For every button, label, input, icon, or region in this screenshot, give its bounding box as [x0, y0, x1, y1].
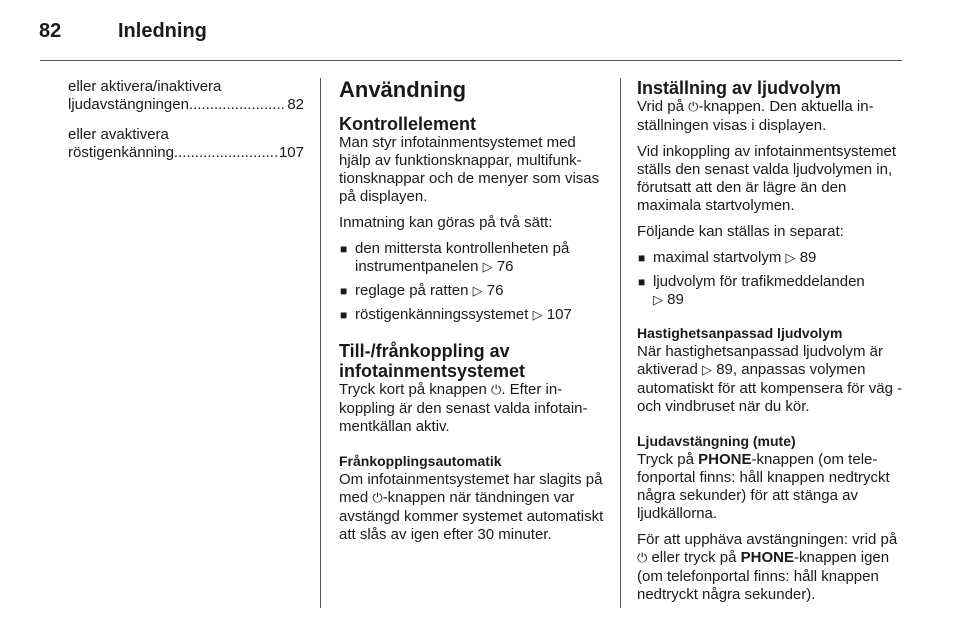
mute-p1	[637, 451, 905, 523]
list-item-text: den mittersta kontrollenheten på instrumentpanelen	[355, 240, 570, 275]
mute-p2	[637, 531, 905, 604]
input-methods-list	[339, 240, 607, 325]
text-segment: -knappen igen (om telefonportal finns: håll knappen nedtryckt några sekunder).	[637, 549, 890, 603]
power-heading-line: Till-/frånkoppling av	[339, 341, 510, 361]
page-ref-icon: ▷	[472, 284, 483, 299]
list-item-text: ljudvolym för trafikmeddelanden	[653, 273, 865, 290]
text-segment: Vrid på	[637, 98, 684, 115]
controls-heading: Kontrollelement	[339, 114, 477, 134]
page-ref[interactable]: 89	[799, 249, 817, 266]
power-knob-icon: ⏻	[491, 383, 502, 398]
controls-intro: Man styr infotainmentsystemet med hjälp av funktionsknappar, multifunktionsknappar och de menyer som visas på displayen.	[339, 134, 600, 205]
text-segment: För att upphäva avstängningen: vrid på	[637, 531, 898, 548]
phone-key-label: PHONE	[698, 451, 752, 468]
list-item	[339, 306, 607, 325]
page-ref[interactable]: 107	[546, 306, 572, 323]
chapter-title: Inledning	[118, 20, 207, 42]
column-divider-2	[620, 78, 621, 608]
phone-key-label: PHONE	[740, 549, 795, 566]
page-ref[interactable]: 89	[716, 361, 733, 378]
power-heading-line: infotainmentsystemet	[339, 361, 526, 381]
power-heading	[339, 341, 607, 381]
toc-entry-line	[68, 144, 304, 162]
toc-entry-label: röstigenkänning	[68, 144, 174, 161]
toc-entry-line: eller avaktivera	[68, 126, 169, 143]
text-segment: -knappen (om telefonportal finns: håll knappen nedtryckt några sekunder) för att stänga av ljudkällorna.	[637, 451, 890, 522]
text-segment: -knappen när tändningen var avstängd kommer systemet automatiskt att slås av igen efter 30 minuter.	[339, 489, 604, 543]
power-knob-icon: ⏻	[688, 100, 699, 115]
power-knob-icon: ⏻	[372, 491, 383, 506]
list-item	[339, 282, 607, 301]
volume-p1	[637, 98, 905, 135]
toc-entry-line	[68, 96, 304, 114]
page-header	[0, 0, 960, 60]
toc-entry-label: ljudavstängningen	[68, 96, 189, 113]
section-title: Användning	[339, 77, 467, 102]
page-ref-icon: ▷	[653, 293, 663, 308]
page-ref[interactable]: 76	[496, 258, 514, 275]
toc-column	[68, 78, 304, 174]
text-segment: , anpassas volymen automatiskt för att kompensera för väg - och vindbruset när du kör.	[637, 361, 903, 415]
list-item-text: reglage på ratten	[355, 282, 469, 299]
toc-entry-line: eller aktivera/inaktivera	[68, 78, 222, 95]
toc-page-number: 82	[287, 96, 304, 113]
page-ref-icon: ▷	[785, 251, 796, 266]
power-body	[339, 381, 607, 436]
volume-settings-list	[637, 249, 905, 310]
volume-heading: Inställning av ljudvolym	[637, 78, 842, 98]
toc-entry[interactable]	[68, 126, 304, 162]
toc-leader-dots	[174, 144, 277, 162]
page-number: 82	[39, 20, 62, 42]
speed-volume-body	[637, 343, 905, 416]
usage-column	[339, 78, 607, 552]
volume-p2: Vid inkoppling av infotainmentsystemet ställs den senast valda ljudvolymen in, förutsatt att den är lägre än den maximala startvolymen.	[637, 143, 897, 214]
toc-leader-dots	[189, 96, 285, 114]
list-item	[637, 249, 905, 268]
header-divider	[40, 60, 902, 61]
text-segment: När hastighetsanpassad ljudvolym är aktiverad	[637, 343, 883, 378]
page-ref-icon: ▷	[532, 308, 543, 323]
volume-column	[637, 78, 905, 612]
auto-off-body	[339, 471, 607, 544]
text-segment: . Efter inkoppling är den senast valda infotainmentkällan aktiv.	[339, 381, 588, 435]
text-segment: -knappen. Den aktuella inställningen visas i displayen.	[637, 98, 874, 134]
power-knob-icon: ⏻	[637, 551, 648, 566]
page-ref-icon: ▷	[482, 260, 493, 275]
input-intro: Inmatning kan göras på två sätt:	[339, 214, 553, 231]
page-ref-icon: ▷	[702, 363, 713, 378]
text-segment: Tryck på	[637, 451, 694, 468]
page-ref[interactable]: 76	[486, 282, 504, 299]
text-segment: Tryck kort på knappen	[339, 381, 487, 398]
list-item	[637, 273, 905, 310]
page-ref[interactable]: 89	[667, 291, 684, 308]
volume-p3: Följande kan ställas in separat:	[637, 223, 844, 240]
list-item-text: röstigenkänningssystemet	[355, 306, 529, 323]
column-divider-1	[320, 78, 321, 608]
toc-entry[interactable]	[68, 78, 304, 114]
speed-volume-heading: Hastighetsanpassad ljudvolym	[637, 325, 843, 341]
text-segment: eller tryck på	[647, 549, 737, 566]
list-item	[339, 240, 607, 277]
mute-heading: Ljudavstängning (mute)	[637, 433, 796, 449]
text-segment: Om infotainmentsystemet har slagits på med	[339, 471, 603, 506]
list-item-text: maximal startvolym	[653, 249, 782, 266]
auto-off-heading: Frånkopplingsautomatik	[339, 453, 502, 469]
toc-page-number: 107	[278, 144, 304, 161]
